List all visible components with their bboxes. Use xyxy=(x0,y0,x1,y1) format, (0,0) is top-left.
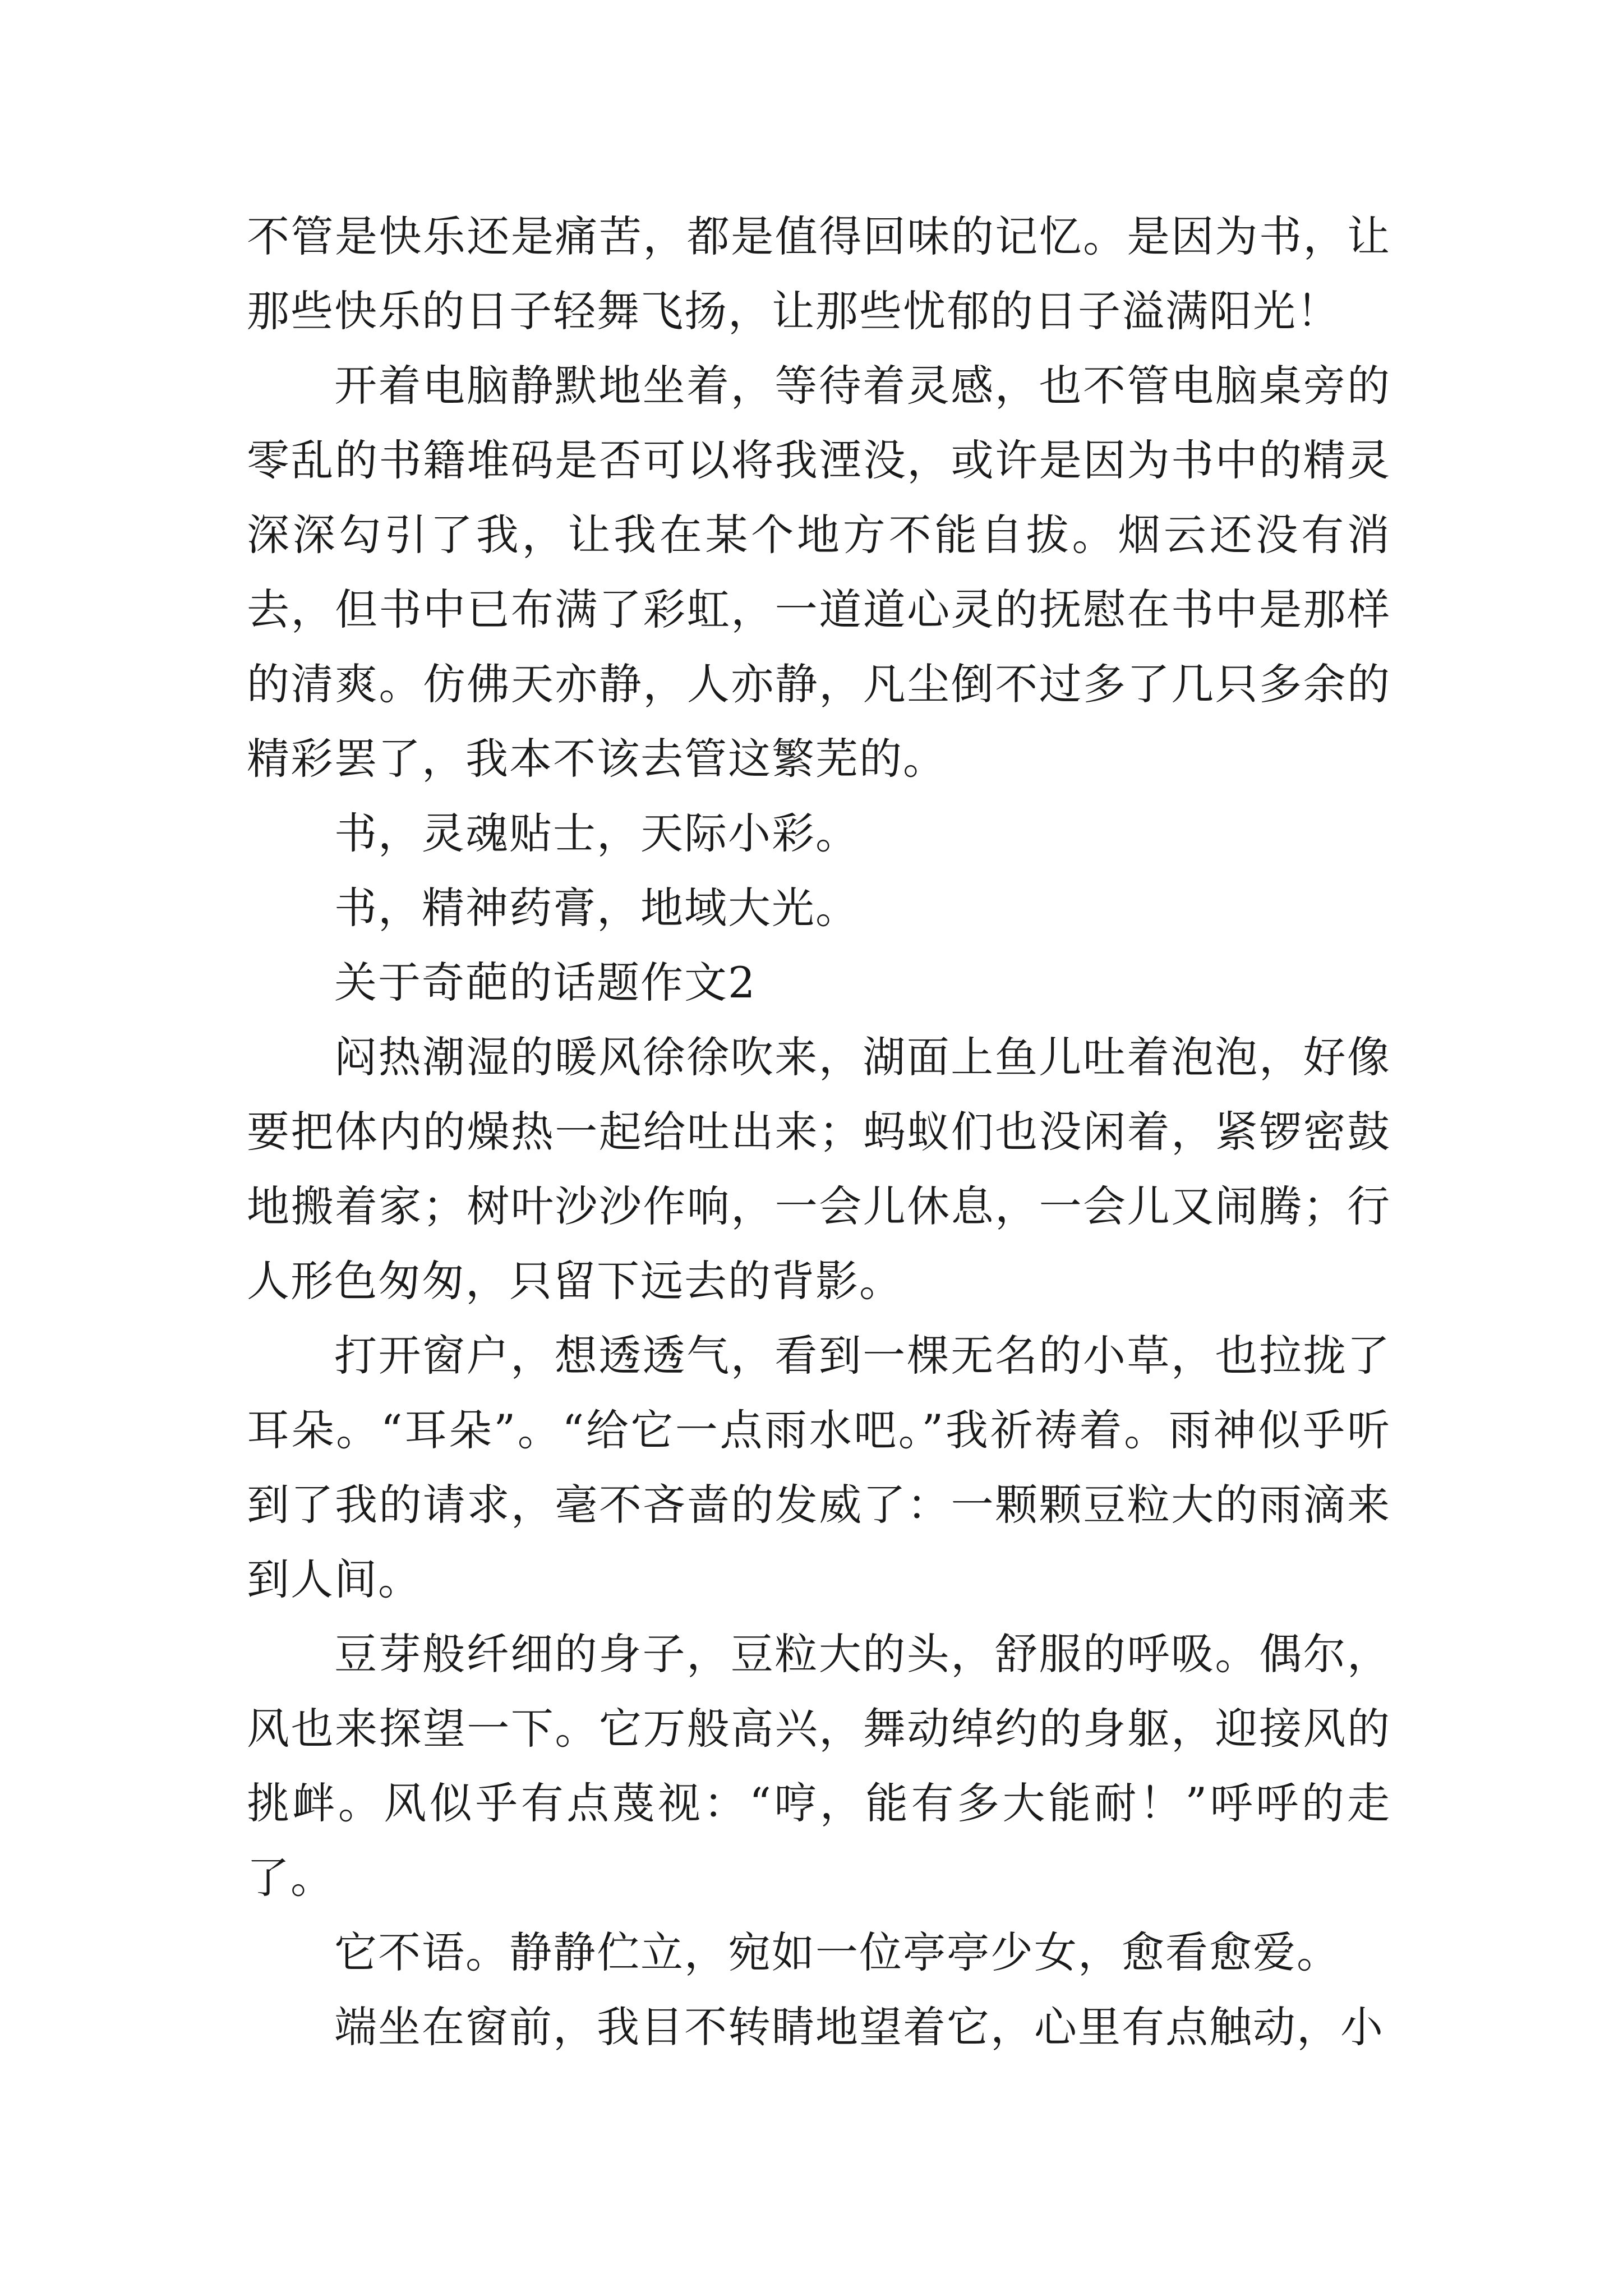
paragraph: 开着电脑静默地坐着，等待着灵感，也不管电脑桌旁的零乱的书籍堆码是否可以将我湮没，或许是因为书中的精灵深深勾引了我，让我在某个地方不能自拔。烟云还没有消去，但书中已布满了彩虹，一道道心灵的抚慰在书中是那样的清爽。仿佛天亦静，人亦静，凡尘倒不过多了几只多余的精彩罢了，我本不该去管这繁芜的。 xyxy=(247,361,1391,784)
paragraph: 它不语。静静伫立，宛如一位亭亭少女，愈看愈爱。 xyxy=(334,1927,1340,1977)
paragraph: 端坐在窗前，我目不转睛地望着它，心里有点触动，小 xyxy=(334,2002,1384,2052)
section-heading: 关于奇葩的话题作文2 xyxy=(334,958,757,1007)
paragraph: 书，灵魂贴士，天际小彩。 xyxy=(334,808,859,858)
paragraph: 书，精神药膏，地域大光。 xyxy=(334,883,859,933)
paragraph: 闷热潮湿的暖风徐徐吹来，湖面上鱼儿吐着泡泡，好像要把体内的燥热一起给吐出来；蚂蚁们也没闲着，紧锣密鼓地搬着家；树叶沙沙作响，一会儿休息，一会儿又闹腾；行人形色匆匆，只留下远去的背影。 xyxy=(247,1032,1391,1306)
document-body xyxy=(247,199,1391,2064)
paragraph: 打开窗户，想透透气，看到一棵无名的小草，也拉拢了耳朵。“耳朵”。“给它一点雨水吧。”我祈祷着。雨神似乎听到了我的请求，毫不吝啬的发威了：一颗颗豆粒大的雨滴来到人间。 xyxy=(247,1331,1391,1604)
paragraph: 不管是快乐还是痛苦，都是值得回味的记忆。是因为书，让那些快乐的日子轻舞飞扬，让那些忧郁的日子溢满阳光！ xyxy=(247,211,1391,336)
paragraph: 豆芽般纤细的身子，豆粒大的头，舒服的呼吸。偶尔，风也来探望一下。它万般高兴，舞动绰约的身躯，迎接风的挑衅。风似乎有点蔑视：“哼，能有多大能耐！”呼呼的走了。 xyxy=(247,1629,1391,1903)
